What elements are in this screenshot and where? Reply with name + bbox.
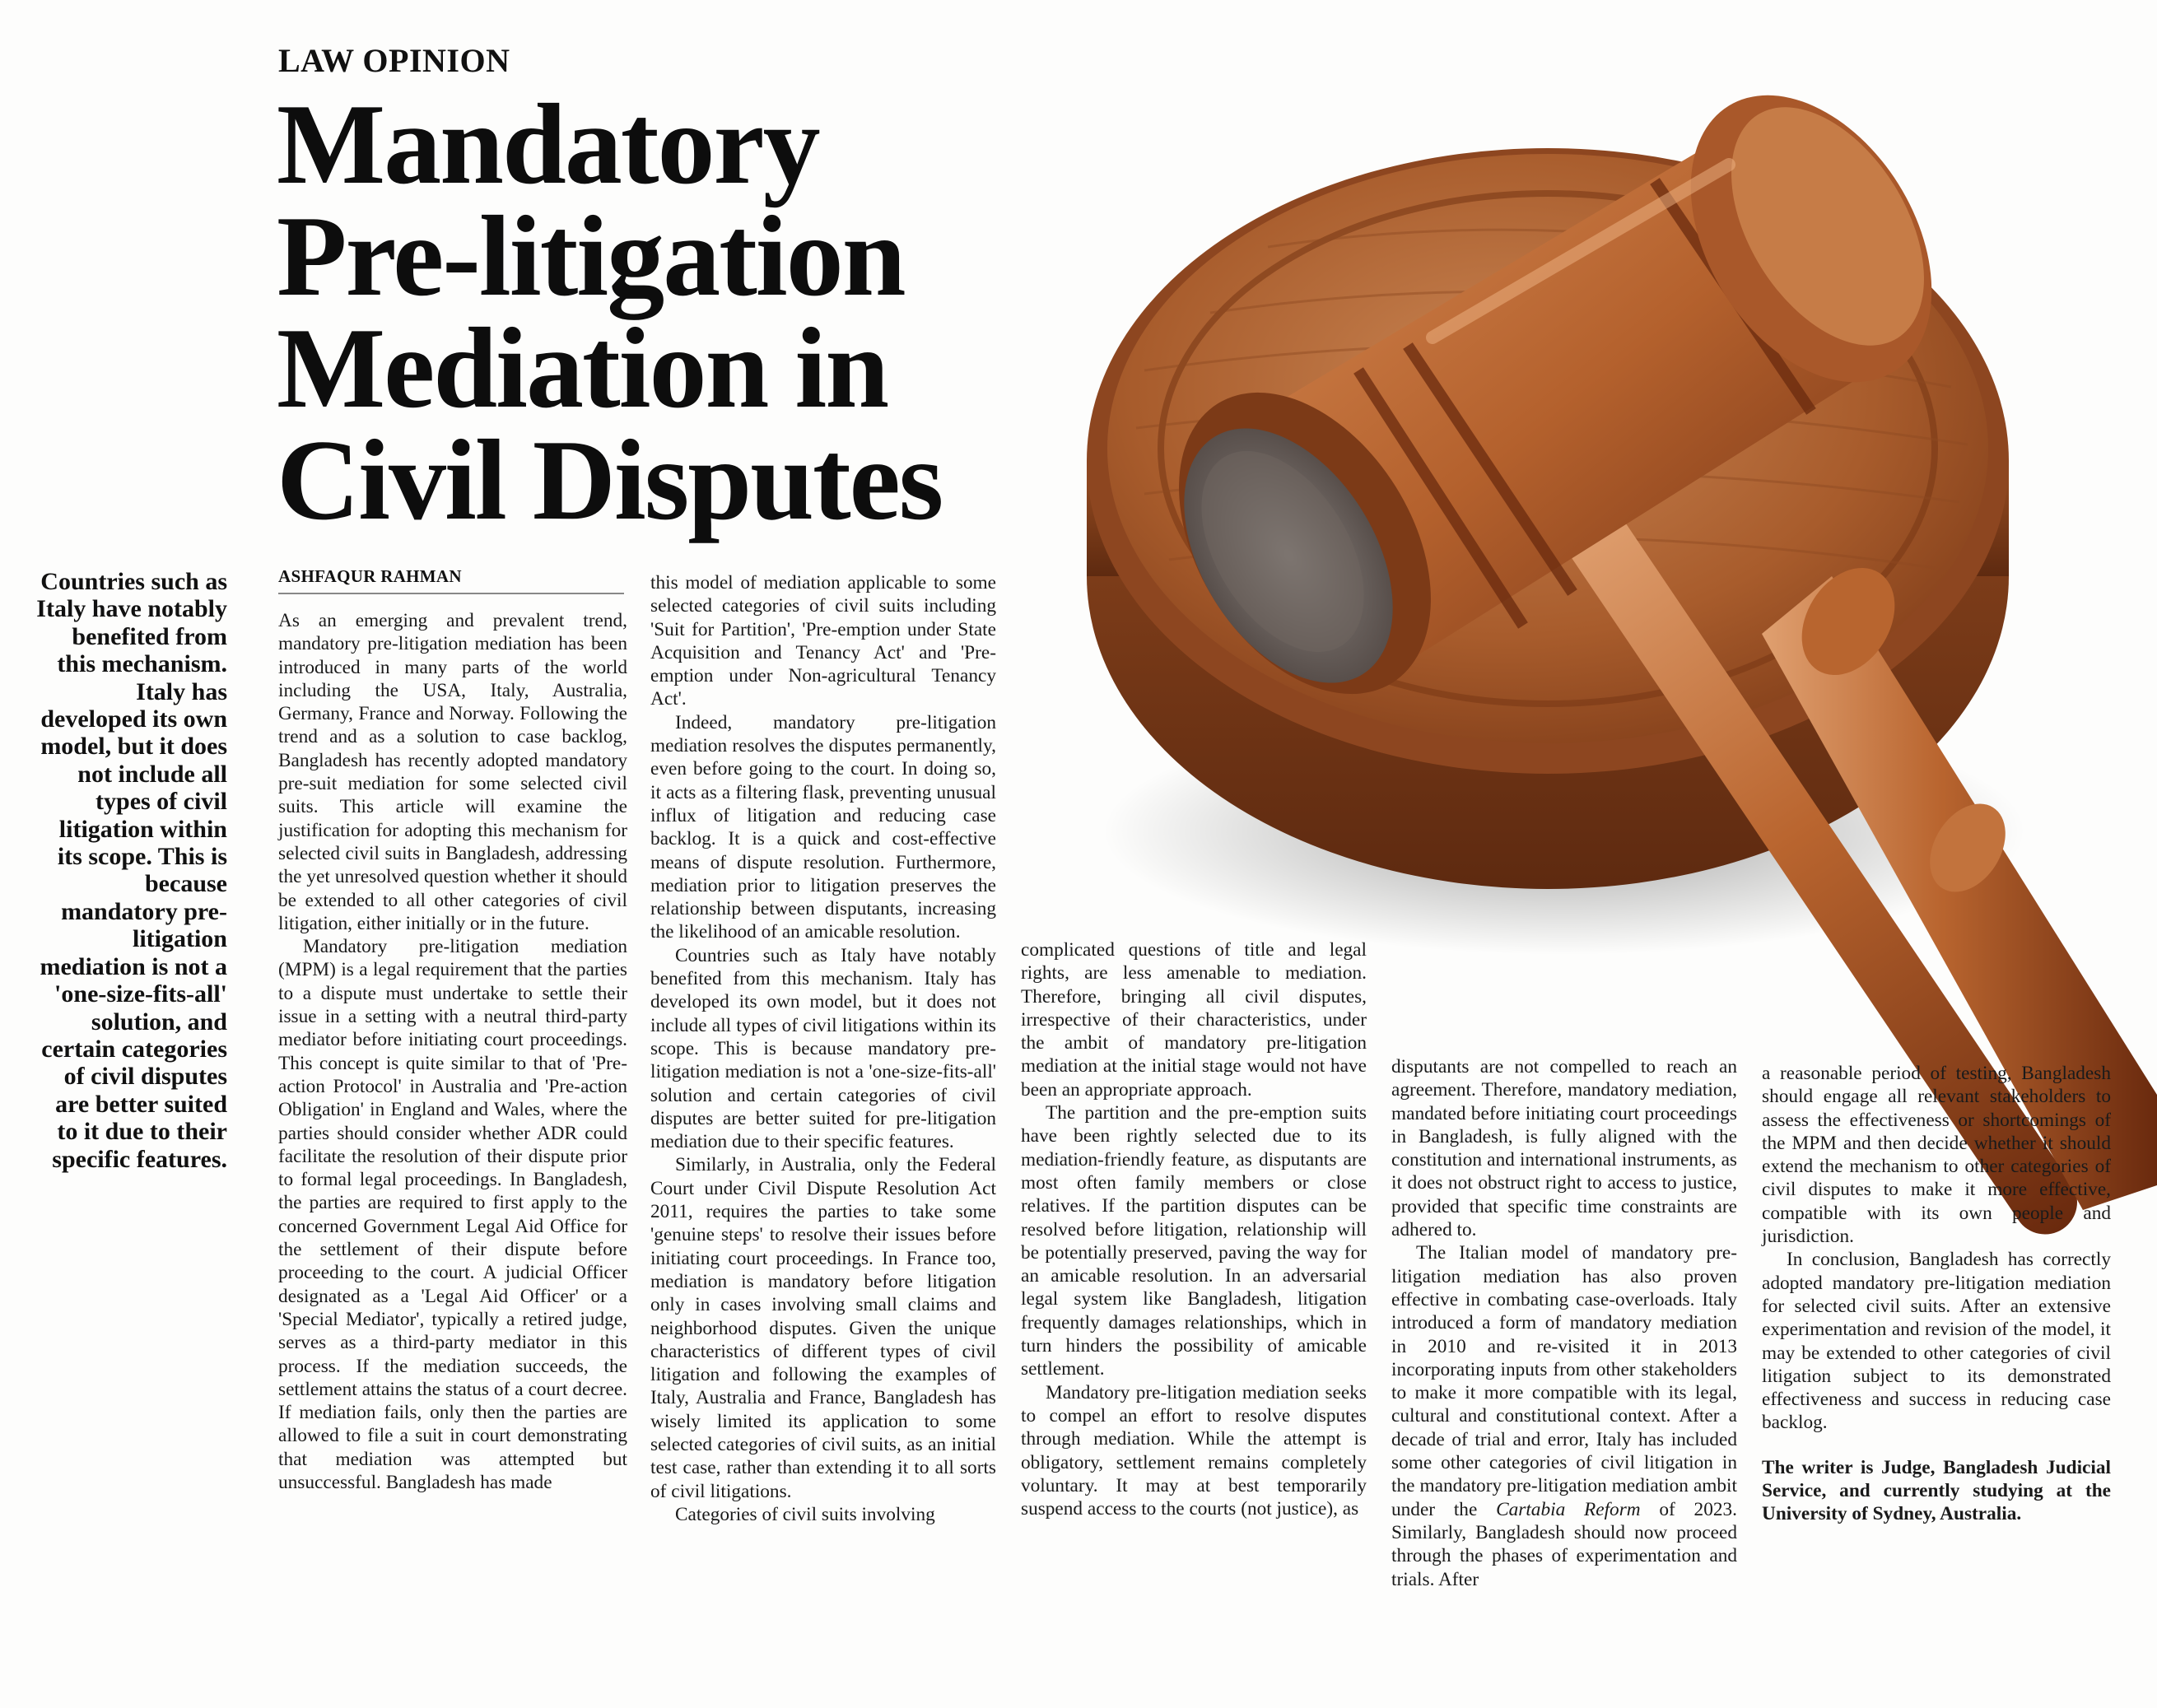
byline-divider <box>278 593 624 594</box>
paragraph: Mandatory pre-litigation mediation seeks to compel an effort to resolve disputes through mediation. While the attempt is obligatory, settlement remains completely voluntary. It may at best temporarily suspend access to the courts (not justice), as <box>1021 1381 1367 1520</box>
paragraph: complicated questions of title and legal rights, are less amenable to mediation. Therefore, bringing all civil disputes, irrespective of their characteristics, under the ambit of mandatory pre-litigation mediation at the initial stage would not have been an appropriate approach. <box>1021 939 1367 1101</box>
paragraph: The partition and the pre-emption suits have been rightly selected due to its mediation-friendly feature, as disputants are most often family members or close relatives. If the partition disputes can be resolved before litigation, relationship will be potentially preserved, paving the way for an amicable resolution. In an adversarial legal system like Bangladesh, litigation frequently damages relationships, which in turn hinders the possibility of amicable settlement. <box>1021 1102 1367 1380</box>
section-kicker: LAW OPINION <box>278 42 510 79</box>
reform-name: Cartabia Reform <box>1496 1498 1641 1520</box>
headline-line: Pre-litigation <box>277 193 905 320</box>
article-column-3 <box>1021 938 1367 1671</box>
article-column-1 <box>278 609 627 1671</box>
paragraph <box>1391 1241 1737 1590</box>
paragraph: a reasonable period of testing, Bangladesh should engage all relevant stakeholders to assess the effectiveness or shortcomings of the MPM and then decide whether it should extend the mechanism to other categories of civil disputes to make it more effective, compatible with its own people and jurisdiction. <box>1762 1063 2111 1248</box>
article-column-2 <box>650 571 996 1671</box>
byline: ASHFAQUR RAHMAN <box>278 566 462 586</box>
headline-line: Civil Disputes <box>277 417 943 544</box>
paragraph-text: The Italian model of mandatory pre-litigation mediation has also proven effective in combating case-overloads. Italy introduced a form of mandatory mediation in 2010 and re-visited it in 2013 incorporating inputs from other stakeholders to make it more compatible with its legal, cultural and constitutional context. After a decade of trial and error, Italy has included some other categories of civil litigation in the mandatory pre-litigation mediation ambit under the <box>1391 1242 1737 1520</box>
paragraph: Countries such as Italy have notably benefited from this mechanism. Italy has developed its own model, but it does not include all types of civil litigations within its scope. This is because mandatory pre-litigation mediation is not a 'one-size-fits-all' solution and certain categories of civil disputes are better suited for pre-litigation mediation due to their specific features. <box>650 944 996 1153</box>
headline-line: Mandatory <box>277 81 819 208</box>
paragraph: As an emerging and prevalent trend, mandatory pre-litigation mediation has been introduced in many parts of the world including the USA, Italy, Australia, Germany, France and Norway. Following the trend and as a solution to case backlog, Bangladesh has recently adopted mandatory pre-suit mediation for some selected civil suits. This article will examine the justification for adopting this mechanism for selected civil suits in Bangladesh, addressing the yet unresolved question whether it should be extended to all other categories of civil litigation, either initially or in the future. <box>278 610 627 934</box>
article-column-4 <box>1391 1055 1737 1671</box>
author-bio: The writer is Judge, Bangladesh Judicial Service, and currently studying at the University of Sydney, Australia. <box>1762 1456 2111 1525</box>
paragraph: disputants are not compelled to reach an agreement. Therefore, mandatory mediation, mandated before initiating court proceedings in Bangladesh, is fully aligned with the constitution and international instruments, as it does not obstruct right to access to justice, provided that specific time constraints are adhered to. <box>1391 1056 1737 1241</box>
headline-line: Mediation in <box>277 305 888 432</box>
paragraph: Categories of civil suits involving <box>675 1503 935 1525</box>
pull-quote: Countries such as Italy have notably benefited from this mechanism. Italy has developed its own model, but it does not include all types of civil litigation within its scope. This is because mandatory pre-litigation mediation is not a 'one-size-fits-all' solution, and certain categories of civil disputes are better suited to it due to their specific features. <box>36 568 227 1173</box>
paragraph: In conclusion, Bangladesh has correctly adopted mandatory pre-litigation mediation for selected civil suits. After an extensive experimentation and revision of the model, it may be extended to other categories of civil litigation subject to its demonstrated effectiveness and success in reducing case backlog. <box>1762 1249 2111 1434</box>
headline <box>277 81 1018 544</box>
paragraph: Mandatory pre-litigation mediation (MPM) is a legal requirement that the parties to a dispute must undertake to settle their issue in a setting with a neutral third-party mediator before initiating court proceedings. This concept is quite similar to that of 'Pre-action Protocol' in Australia and 'Pre-action Obligation' in England and Wales, where the parties should consider whether ADR could facilitate the resolution of their dispute prior to formal legal proceedings. In Bangladesh, the parties are required to first apply to the concerned Government Legal Aid Office for the settlement of their dispute before proceeding to the court. A judicial Officer designated as a 'Legal Aid Officer' or a 'Special Mediator', typically a retired judge, serves as a third-party mediator in this process. If the mediation succeeds, the settlement attains the status of a court decree. If mediation fails, only then the parties are allowed to file a suit in court demonstrating that mediation was attempted but unsuccessful. Bangladesh has made <box>278 936 627 1493</box>
paragraph-text: of 2023. Similarly, Bangladesh should now proceed through the phases of experimentation and trials. After <box>1391 1498 1737 1590</box>
paragraph: Indeed, mandatory pre-litigation mediation resolves the disputes permanently, even before going to the court. In doing so, it acts as a filtering flask, preventing unusual influx of litigation and reducing case backlog. It is a quick and cost-effective means of dispute resolution. Furthermore, mediation prior to litigation preserves the relationship between disputants, increasing the likelihood of an amicable resolution. <box>650 711 996 943</box>
paragraph: this model of mediation applicable to some selected categories of civil suits including 'Suit for Partition', 'Pre-emption under State Acquisition and Tenancy Act' and 'Pre-emption under Non-agricultural Tenancy Act'. <box>650 572 996 710</box>
article-column-5 <box>1762 1062 2111 1671</box>
paragraph: Similarly, in Australia, only the Federal Court under Civil Dispute Resolution Act 2011, requires the parties to take some 'genuine steps' to resolve their issues before initiating court proceedings. In France too, mediation is mandatory before litigation only in cases involving small claims and neighborhood disputes. Given the unique characteristics of different types of civil litigation and following the examples of Italy, Australia and France, Bangladesh has wisely limited its application to some selected categories of civil suits, as an initial test case, rather than extending it to all sorts of civil litigations. <box>650 1154 996 1502</box>
